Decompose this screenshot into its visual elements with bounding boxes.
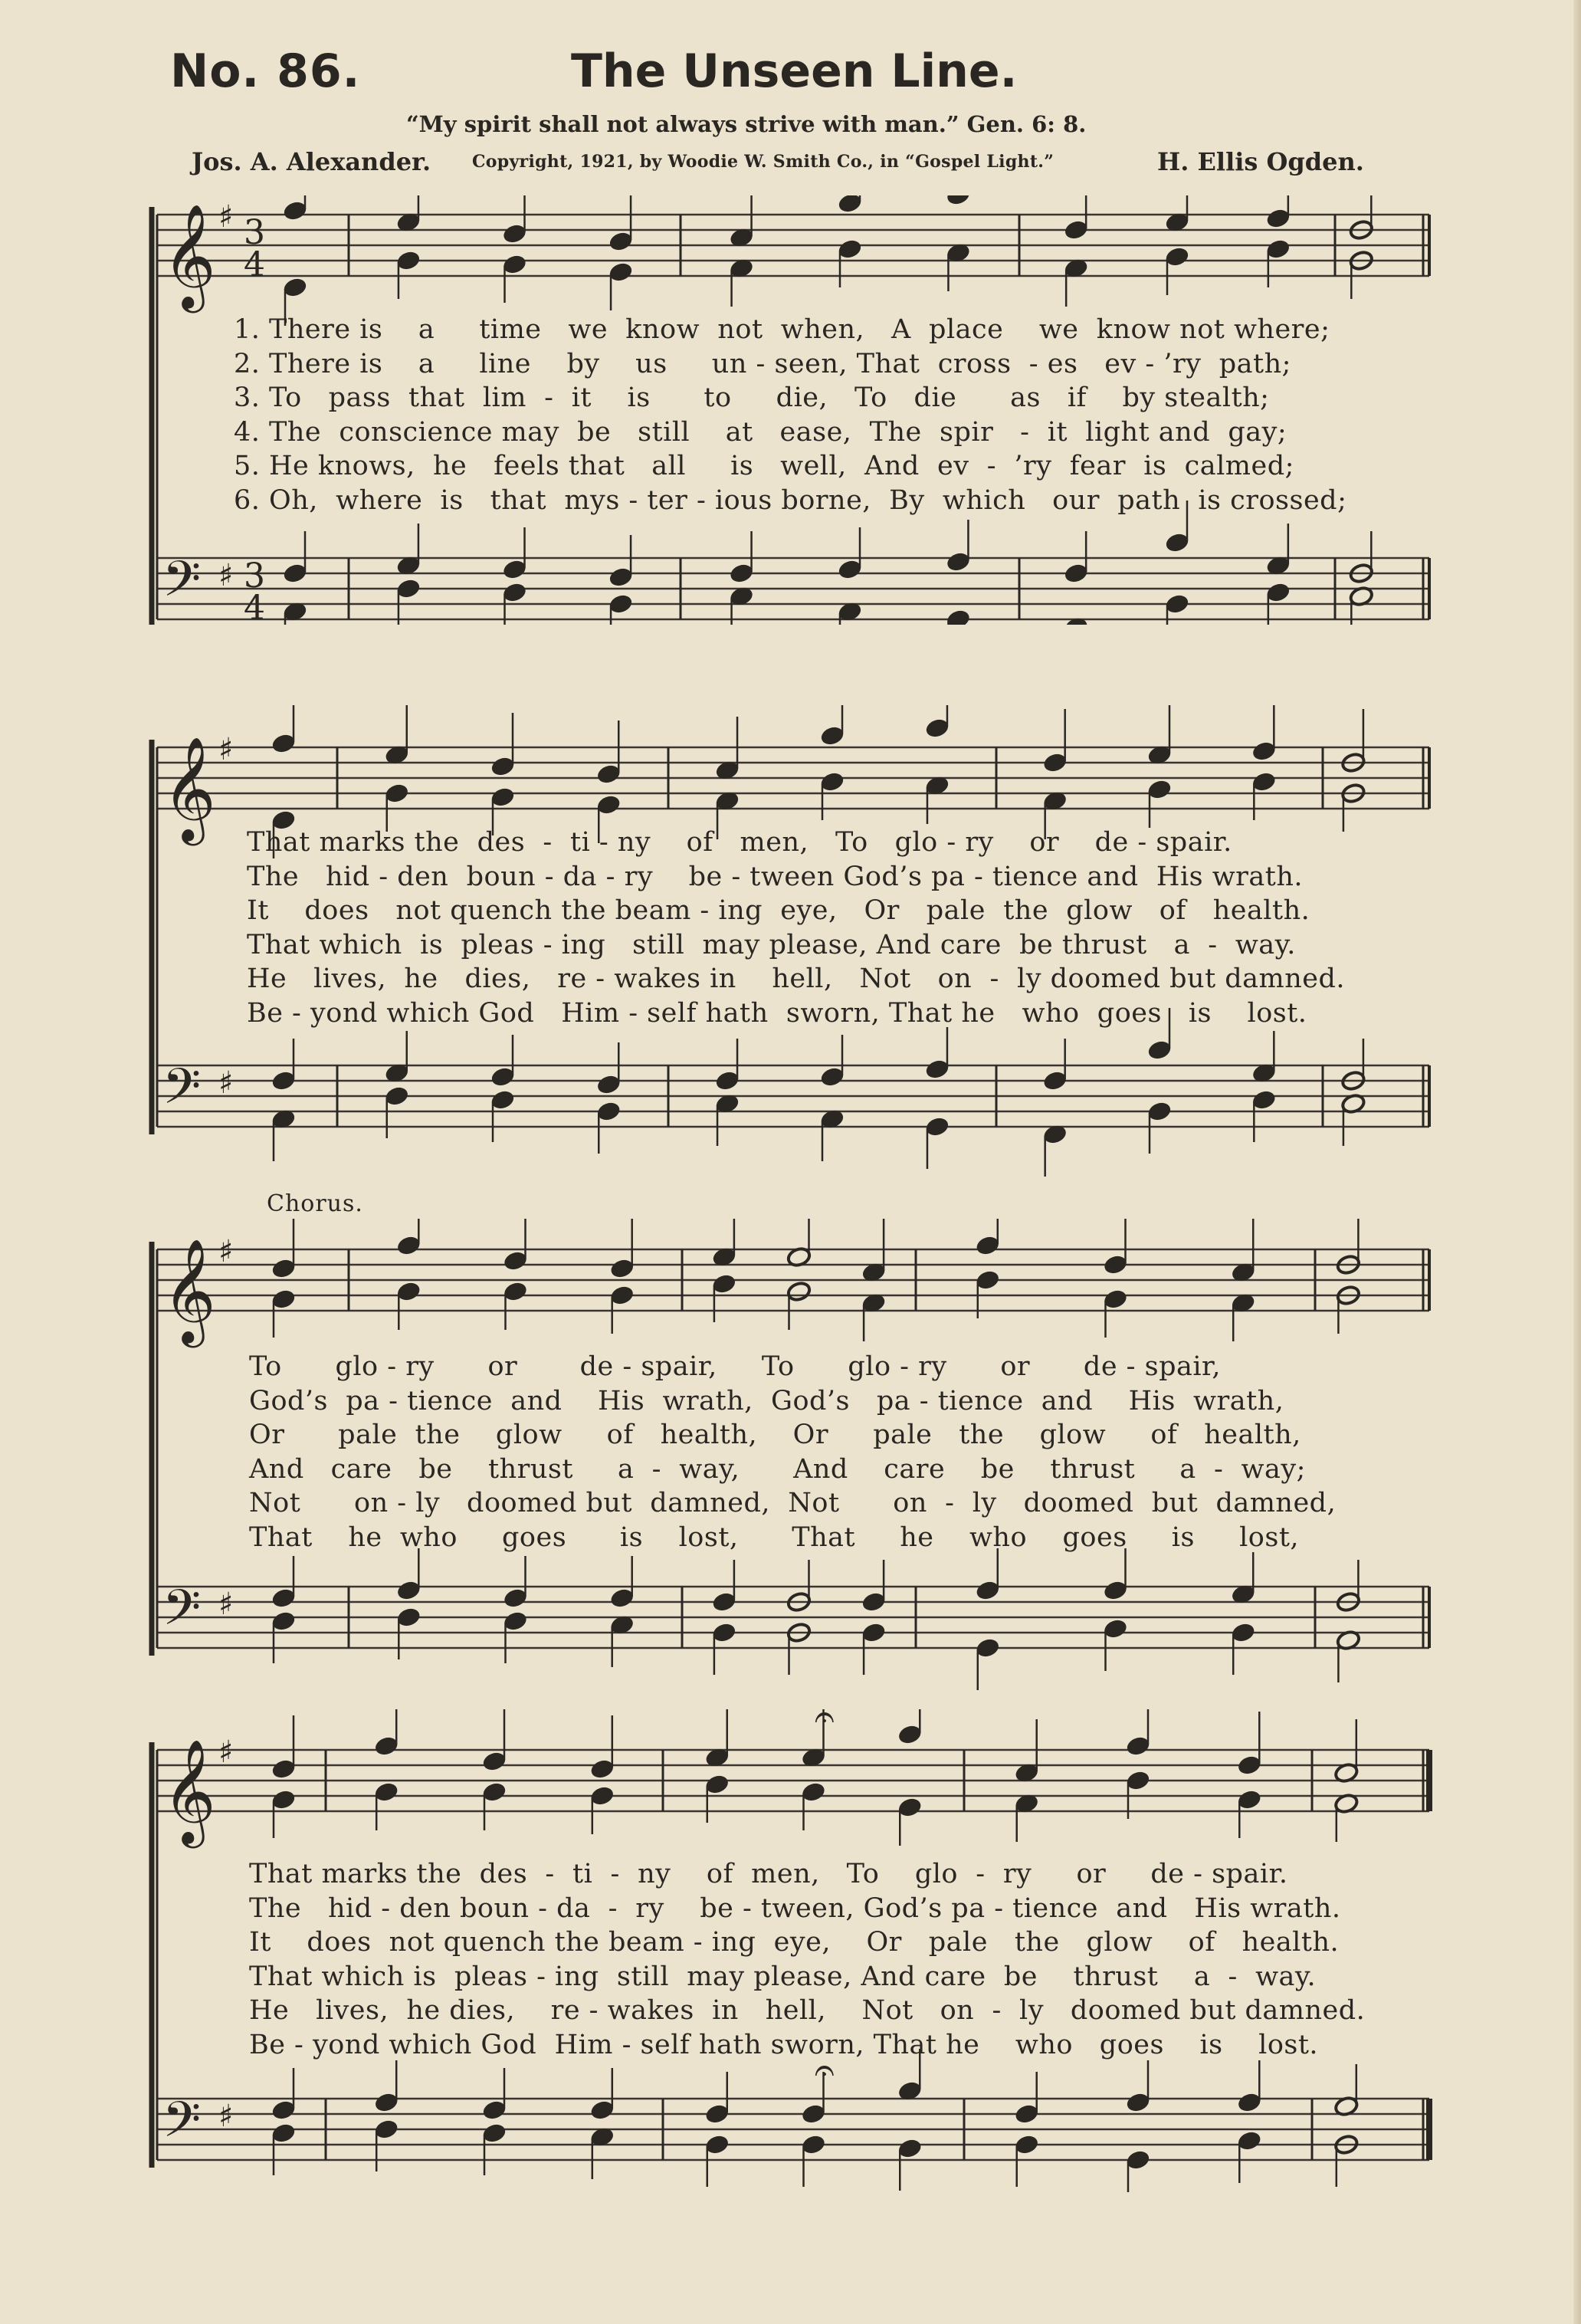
note-head xyxy=(1146,1039,1172,1061)
bass-clef-icon: 𝄢 xyxy=(162,1580,202,1649)
note-head xyxy=(608,231,633,252)
lyric-line: That marks the des - ti - ny of men, To glo - ry or de - spair. xyxy=(247,827,1232,858)
chorus-label: Chorus. xyxy=(267,1190,363,1217)
note-head xyxy=(374,1781,399,1803)
note-head xyxy=(1237,2130,1262,2152)
lyric-line: To glo - ry or de - spair, To glo - ry or de - spair, xyxy=(249,1351,1222,1382)
note-head xyxy=(1265,208,1291,229)
note-head xyxy=(837,559,862,580)
note-head xyxy=(1265,582,1291,603)
note-head xyxy=(861,1622,887,1643)
note-head xyxy=(396,1580,421,1601)
note-head xyxy=(490,1066,515,1088)
sharp-icon: ♯ xyxy=(218,732,234,767)
note-head xyxy=(271,1288,296,1310)
note-head xyxy=(271,2122,296,2144)
note-head xyxy=(1265,238,1291,260)
note-head xyxy=(503,1250,528,1272)
note-head xyxy=(1103,1580,1128,1601)
treble-clef-icon: 𝄞 xyxy=(162,1738,216,1843)
note-head xyxy=(271,733,296,754)
note-head xyxy=(282,277,307,298)
note-head xyxy=(609,1285,635,1306)
note-head xyxy=(946,609,971,625)
lyric-line: 3. To pass that lim - it is to die, To die as if by stealth; xyxy=(234,382,1270,413)
note-head xyxy=(282,563,307,584)
note-head xyxy=(1164,593,1189,615)
note-head xyxy=(946,551,971,573)
note-head xyxy=(729,563,754,584)
note-head xyxy=(975,1637,1000,1659)
note-head xyxy=(924,1059,950,1080)
note-head xyxy=(819,771,845,793)
note-head xyxy=(596,794,622,816)
note-head xyxy=(1064,563,1089,584)
note-head xyxy=(282,200,307,222)
note-head xyxy=(502,254,527,275)
note-head xyxy=(801,1781,826,1803)
note-head xyxy=(589,1785,615,1807)
note-head xyxy=(396,1281,421,1302)
lyric-line: That which is pleas - ing still may please, And care be thrust a - way. xyxy=(247,930,1296,960)
lyric-line: It does not quench the beam - ing eye, Or pale the glow of health. xyxy=(249,1927,1340,1958)
note-head xyxy=(1237,1789,1262,1810)
note-head xyxy=(711,1273,736,1295)
sharp-icon: ♯ xyxy=(218,2099,234,2134)
note-head xyxy=(714,1070,740,1091)
note-head xyxy=(502,582,527,603)
note-head xyxy=(374,2092,399,2113)
note-head xyxy=(395,250,421,271)
note-head xyxy=(608,593,633,615)
lyric-line: That which is pleas - ing still may please, And care be thrust a - way. xyxy=(249,1961,1317,1992)
note-head xyxy=(271,1610,296,1632)
note-head xyxy=(1251,1089,1277,1111)
note-head xyxy=(271,2099,296,2121)
note-head xyxy=(596,763,622,785)
lyric-line: The hid - den boun - da - ry be - tween, God’s pa - tience and His wrath. xyxy=(249,1893,1341,1924)
note-head xyxy=(819,725,845,747)
note-head xyxy=(481,2122,507,2144)
sharp-icon: ♯ xyxy=(218,1234,234,1269)
note-head xyxy=(1251,740,1277,762)
note-head xyxy=(946,195,971,206)
time-signature-denominator: 4 xyxy=(244,589,265,625)
note-head xyxy=(1125,2149,1150,2171)
lyric-line: He lives, he dies, re - wakes in hell, Not on - ly doomed but damned. xyxy=(249,1995,1366,2026)
note-head xyxy=(271,1758,296,1780)
note-head xyxy=(975,1580,1000,1601)
note-head xyxy=(897,1724,923,1745)
lyric-line: He lives, he dies, re - wakes in hell, Not on - ly doomed but damned. xyxy=(247,963,1345,994)
note-head xyxy=(897,1797,923,1818)
sharp-icon: ♯ xyxy=(218,1735,234,1770)
note-head xyxy=(1064,616,1089,625)
lyric-line: 4. The conscience may be still at ease, The spir - it light and gay; xyxy=(234,417,1287,448)
note-head xyxy=(801,2134,826,2155)
note-head xyxy=(819,1066,845,1088)
note-head xyxy=(1125,1735,1150,1757)
note-head xyxy=(503,1610,528,1632)
lyric-line: And care be thrust a - way, And care be thrust a - way; xyxy=(249,1454,1306,1485)
note-head xyxy=(837,195,862,214)
note-head xyxy=(1237,1754,1262,1776)
note-head xyxy=(589,1758,615,1780)
note-head xyxy=(1103,1288,1128,1310)
bass-clef-icon: 𝄢 xyxy=(162,2092,202,2161)
note-head xyxy=(711,1622,736,1643)
note-head xyxy=(1146,779,1172,800)
note-head xyxy=(1251,771,1277,793)
note-head xyxy=(608,566,633,588)
note-head xyxy=(1042,1070,1068,1091)
note-head xyxy=(861,1591,887,1613)
note-head xyxy=(1237,2092,1262,2113)
lyric-line: Be - yond which God Him - self hath sworn, That he who goes is lost. xyxy=(249,2030,1319,2060)
lyric-line: That he who goes is lost, That he who goes is lost, xyxy=(249,1522,1300,1553)
note-head xyxy=(490,756,515,777)
scripture-quote: “My spirit shall not always strive with man.” Gen. 6: 8. xyxy=(406,111,1087,137)
fermata-icon: 𝄐 xyxy=(815,2049,835,2090)
sharp-icon: ♯ xyxy=(218,1065,234,1101)
note-head xyxy=(1014,2103,1039,2125)
lyric-line: 2. There is a line by us un - seen, That cross - es ev - ’ry path; xyxy=(234,349,1291,379)
note-head xyxy=(711,1591,736,1613)
note-head xyxy=(704,2103,730,2125)
note-head xyxy=(503,1587,528,1609)
lyric-line: Or pale the glow of health, Or pale the glow of health, xyxy=(249,1420,1301,1450)
note-head xyxy=(596,1074,622,1095)
note-head xyxy=(975,1235,1000,1256)
sharp-icon: ♯ xyxy=(218,558,234,593)
time-signature-numerator: 3 xyxy=(244,213,265,252)
composer-credit: H. Ellis Ogden. xyxy=(1157,147,1364,176)
note-head xyxy=(481,1751,507,1772)
lyric-line: 6. Oh, where is that mys - ter - ious borne, By which our path is crossed; xyxy=(234,485,1347,516)
bass-clef-icon: 𝄢 xyxy=(162,1059,202,1128)
note-head xyxy=(502,559,527,580)
bass-clef-icon: 𝄢 xyxy=(162,551,202,620)
fermata-icon: 𝄐 xyxy=(815,1709,835,1737)
note-head xyxy=(374,2119,399,2140)
lyric-line: Not on - ly doomed but damned, Not on - ly doomed but damned, xyxy=(249,1488,1337,1518)
lyric-line: 1. There is a time we know not when, A place we know not where; xyxy=(234,314,1330,345)
note-head xyxy=(374,1735,399,1757)
note-head xyxy=(897,2138,923,2159)
note-head xyxy=(975,1269,1000,1291)
note-head xyxy=(490,1089,515,1111)
note-head xyxy=(395,578,421,599)
note-head xyxy=(801,2103,826,2125)
note-head xyxy=(1231,1622,1256,1643)
note-head xyxy=(396,1235,421,1256)
note-head xyxy=(1103,1618,1128,1640)
note-head xyxy=(396,1607,421,1628)
note-head xyxy=(481,1781,507,1803)
lyricist-credit: Jos. A. Alexander. xyxy=(192,147,431,176)
lyric-line: Be - yond which God Him - self hath sworn, That he who goes is lost. xyxy=(247,998,1307,1029)
note-head xyxy=(589,2099,615,2121)
note-head xyxy=(608,261,633,283)
note-head xyxy=(1125,1770,1150,1791)
note-head xyxy=(1125,2092,1150,2113)
time-signature-numerator: 3 xyxy=(244,556,265,596)
note-head xyxy=(1042,752,1068,773)
note-head xyxy=(924,717,950,739)
lyric-line: God’s pa - tience and His wrath, God’s pa - tience and His wrath, xyxy=(249,1386,1284,1416)
note-head xyxy=(1164,532,1189,553)
lyric-line: 5. He knows, he feels that all is well, And ev - ’ry fear is calmed; xyxy=(234,451,1294,481)
note-head xyxy=(384,1085,409,1107)
note-head xyxy=(786,1281,812,1302)
note-head xyxy=(271,1587,296,1609)
time-signature-denominator: 4 xyxy=(244,245,265,284)
note-head xyxy=(1103,1254,1128,1275)
sharp-icon: ♯ xyxy=(218,1587,234,1622)
note-head xyxy=(704,1774,730,1795)
note-head xyxy=(271,1258,296,1279)
sharp-icon: ♯ xyxy=(218,199,234,235)
treble-clef-icon: 𝄞 xyxy=(162,1237,216,1343)
note-head xyxy=(271,1789,296,1810)
hymn-title: The Unseen Line. xyxy=(571,44,1018,98)
note-head xyxy=(704,2134,730,2155)
lyric-line: It does not quench the beam - ing eye, Or pale the glow of health. xyxy=(247,895,1310,926)
treble-clef-icon: 𝄞 xyxy=(162,735,216,841)
lyric-line: The hid - den boun - da - ry be - tween God’s pa - tience and His wrath. xyxy=(247,862,1304,892)
note-head xyxy=(924,1116,950,1137)
note-head xyxy=(1164,246,1189,268)
note-head xyxy=(837,238,862,260)
note-head xyxy=(1014,2134,1039,2155)
copyright-notice: Copyright, 1921, by Woodie W. Smith Co., in “Gospel Light.” xyxy=(472,152,1055,172)
note-head xyxy=(503,1281,528,1302)
hymn-number: No. 86. xyxy=(170,44,361,98)
note-head xyxy=(1146,1101,1172,1122)
note-head xyxy=(271,1070,296,1091)
note-head xyxy=(596,1101,622,1122)
note-head xyxy=(502,223,527,245)
note-head xyxy=(384,783,409,804)
note-head xyxy=(609,1258,635,1279)
note-head xyxy=(481,2099,507,2121)
treble-clef-icon: 𝄞 xyxy=(162,202,216,308)
note-head xyxy=(490,786,515,808)
note-head xyxy=(609,1587,635,1609)
note-head xyxy=(1064,219,1089,241)
lyric-line: That marks the des - ti - ny of men, To glo - ry or de - spair. xyxy=(249,1859,1288,1889)
